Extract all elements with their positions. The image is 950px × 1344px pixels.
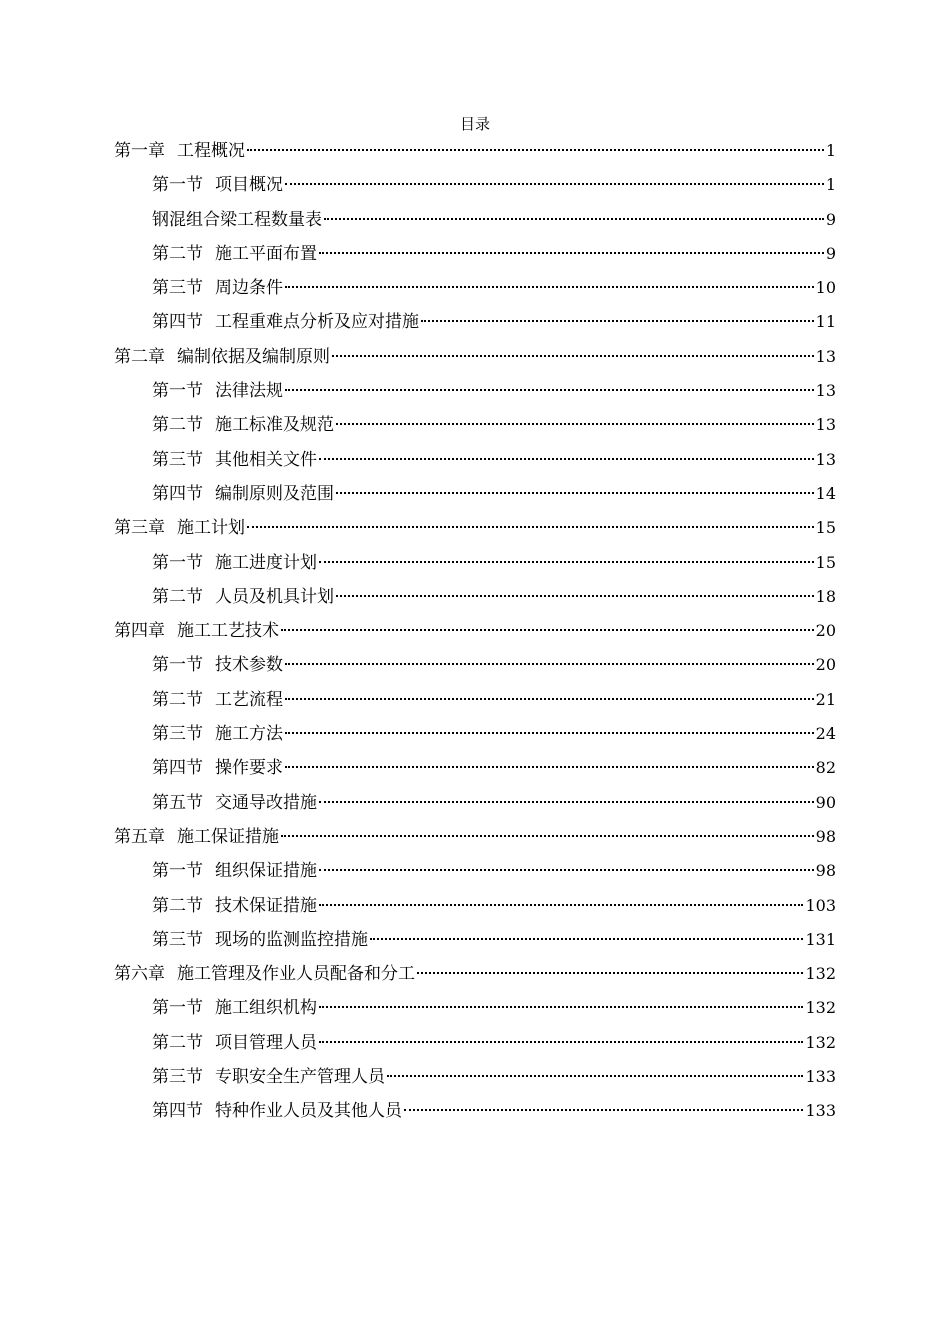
- toc-entry-label: 工艺流程: [215, 689, 283, 710]
- toc-section-entry[interactable]: [114, 926, 836, 960]
- toc-section-entry[interactable]: [114, 377, 836, 411]
- toc-entry-number: 第一节: [152, 655, 203, 676]
- toc-entry-number: 第一节: [152, 552, 203, 573]
- toc-dot-leader: [247, 149, 824, 151]
- toc-entry-label: 操作要求: [215, 758, 283, 779]
- toc-page-number: 15: [815, 518, 836, 538]
- toc-title: 目录: [459, 115, 490, 133]
- toc-dot-leader: [285, 389, 814, 391]
- toc-dot-leader: [281, 629, 814, 631]
- toc-section-entry[interactable]: [114, 274, 836, 308]
- toc-entry-number: 第二节: [152, 895, 203, 916]
- toc-entry-label: 编制依据及编制原则: [177, 346, 330, 367]
- toc-dot-leader: [285, 183, 824, 185]
- toc-dot-leader: [417, 972, 803, 974]
- toc-page-number: 103: [805, 895, 836, 915]
- toc-chapter-entry[interactable]: [114, 960, 836, 994]
- toc-page-number: 9: [825, 243, 836, 263]
- toc-section-entry[interactable]: [114, 446, 836, 480]
- toc-entry-number: 第一节: [152, 175, 203, 196]
- toc-entry-label: 专职安全生产管理人员: [215, 1067, 385, 1088]
- toc-dot-leader: [281, 835, 814, 837]
- toc-entry-number: 第三节: [152, 278, 203, 299]
- toc-dot-leader: [247, 526, 814, 528]
- toc-section-entry[interactable]: [114, 686, 836, 720]
- toc-dot-leader: [319, 252, 824, 254]
- toc-chapter-entry[interactable]: [114, 343, 836, 377]
- toc-dot-leader: [319, 1006, 803, 1008]
- toc-page-number: 82: [815, 758, 836, 778]
- toc-page-number: 132: [805, 964, 836, 984]
- toc-entry-label: 技术参数: [215, 655, 283, 676]
- toc-page-number: 21: [815, 689, 836, 709]
- toc-entry-number: 第一节: [152, 381, 203, 402]
- toc-page-number: 131: [805, 929, 836, 949]
- toc-entry-label: 施工管理及作业人员配备和分工: [177, 964, 415, 985]
- toc-entry-label: 施工方法: [215, 724, 283, 745]
- toc-dot-leader: [404, 1109, 803, 1111]
- toc-page-number: 20: [815, 655, 836, 675]
- toc-dot-leader: [319, 561, 814, 563]
- toc-page-number: 13: [815, 346, 836, 366]
- toc-entry-number: 第二节: [152, 1032, 203, 1053]
- toc-page-number: 11: [815, 312, 836, 332]
- toc-entry-label: 施工保证措施: [177, 826, 279, 847]
- toc-dot-leader: [319, 869, 814, 871]
- toc-entry-label: 组织保证措施: [215, 861, 317, 882]
- toc-entry-number: 第二章: [114, 346, 165, 367]
- toc-entry-number: 第三节: [152, 929, 203, 950]
- toc-page-number: 13: [815, 381, 836, 401]
- toc-page-number: 24: [815, 724, 836, 744]
- toc-page-number: 20: [815, 621, 836, 641]
- toc-dot-leader: [285, 766, 814, 768]
- toc-dot-leader: [370, 938, 803, 940]
- toc-chapter-entry[interactable]: [114, 137, 836, 171]
- toc-entry-number: 第四节: [152, 483, 203, 504]
- toc-dot-leader: [285, 286, 814, 288]
- toc-dot-leader: [336, 595, 814, 597]
- toc-page-number: 9: [825, 209, 836, 229]
- toc-entry-label: 其他相关文件: [215, 449, 317, 470]
- toc-entry-label: 周边条件: [215, 278, 283, 299]
- toc-entry-label: 施工计划: [177, 518, 245, 539]
- toc-entry-label: 特种作业人员及其他人员: [215, 1101, 402, 1122]
- toc-section-entry[interactable]: [114, 1063, 836, 1097]
- toc-page-number: 13: [815, 415, 836, 435]
- toc-dot-leader: [285, 663, 814, 665]
- toc-entry-number: 第一章: [114, 141, 165, 161]
- toc-dot-leader: [387, 1075, 803, 1077]
- toc-entry-label: 施工组织机构: [215, 998, 317, 1019]
- toc-dot-leader: [319, 801, 814, 803]
- toc-section-entry[interactable]: [114, 651, 836, 685]
- toc-entry-number: 第二节: [152, 415, 203, 436]
- toc-entry-label: 编制原则及范围: [215, 483, 334, 504]
- toc-entry-label: 法律法规: [215, 381, 283, 402]
- toc-entry-number: 第三节: [152, 449, 203, 470]
- toc-page-number: 1: [825, 175, 836, 195]
- toc-dot-leader: [336, 492, 814, 494]
- toc-entry-label: 工程概况: [177, 141, 245, 161]
- toc-section-entry[interactable]: [114, 171, 836, 205]
- toc-page-number: 90: [815, 792, 836, 812]
- toc-dot-leader: [332, 355, 814, 357]
- toc-entry-number: 第二节: [152, 689, 203, 710]
- toc-page-number: 13: [815, 449, 836, 469]
- toc-chapter-entry[interactable]: [114, 514, 836, 548]
- toc-entry-number: 第四节: [152, 312, 203, 333]
- toc-page-number: 10: [815, 278, 836, 298]
- toc-section-entry[interactable]: [114, 754, 836, 788]
- toc-dot-leader: [336, 423, 814, 425]
- toc-entry-number: 第一节: [152, 861, 203, 882]
- toc-dot-leader: [319, 1041, 803, 1043]
- toc-section-entry[interactable]: [114, 308, 836, 342]
- toc-entry-number: 第四节: [152, 1101, 203, 1122]
- toc-section-entry[interactable]: [114, 583, 836, 617]
- toc-entry-label: 工程重难点分析及应对措施: [215, 312, 419, 333]
- toc-entry-label: 现场的监测监控措施: [215, 929, 368, 950]
- toc-entry-label: 施工标准及规范: [215, 415, 334, 436]
- toc-list: [114, 137, 836, 1132]
- toc-entry-label: 人员及机具计划: [215, 586, 334, 607]
- toc-chapter-entry[interactable]: [114, 617, 836, 651]
- toc-entry-number: 第一节: [152, 998, 203, 1019]
- toc-dot-leader: [324, 218, 824, 220]
- toc-entry-label: 施工进度计划: [215, 552, 317, 573]
- toc-entry-number: 第六章: [114, 964, 165, 985]
- toc-page-number: 1: [825, 141, 836, 160]
- toc-dot-leader: [421, 320, 814, 322]
- toc-entry-number: 第二节: [152, 586, 203, 607]
- toc-entry-number: 第二节: [152, 243, 203, 264]
- toc-page-number: 132: [805, 1032, 836, 1052]
- toc-entry-number: 第三节: [152, 724, 203, 745]
- toc-section-entry[interactable]: [114, 1097, 836, 1131]
- toc-section-entry[interactable]: [114, 411, 836, 445]
- toc-page-number: 14: [815, 483, 836, 503]
- toc-dot-leader: [319, 458, 814, 460]
- toc-section-entry[interactable]: [114, 240, 836, 274]
- toc-page-number: 15: [815, 552, 836, 572]
- toc-entry-number: 第三章: [114, 518, 165, 539]
- toc-section-entry[interactable]: [114, 549, 836, 583]
- toc-entry-label: 施工工艺技术: [177, 621, 279, 642]
- toc-entry-label: 技术保证措施: [215, 895, 317, 916]
- toc-dot-leader: [285, 732, 814, 734]
- toc-entry-number: 第五章: [114, 826, 165, 847]
- toc-page-number: 132: [805, 998, 836, 1018]
- toc-page-number: 98: [815, 861, 836, 881]
- toc-entry-label: 项目管理人员: [215, 1032, 317, 1053]
- toc-section-entry[interactable]: [114, 994, 836, 1028]
- toc-page-number: 18: [815, 586, 836, 606]
- toc-entry-label: 项目概况: [215, 175, 283, 196]
- toc-entry-label: 交通导改措施: [215, 792, 317, 813]
- toc-section-entry[interactable]: [114, 720, 836, 754]
- toc-section-entry[interactable]: [114, 206, 836, 240]
- toc-section-entry[interactable]: [114, 789, 836, 823]
- toc-section-entry[interactable]: [114, 857, 836, 891]
- toc-section-entry[interactable]: [114, 1029, 836, 1063]
- toc-page-number: 133: [805, 1067, 836, 1087]
- toc-entry-number: 第四章: [114, 621, 165, 642]
- toc-page-number: 98: [815, 826, 836, 846]
- toc-entry-label: 钢混组合梁工程数量表: [152, 209, 322, 230]
- toc-page-number: 133: [805, 1101, 836, 1121]
- toc-dot-leader: [285, 698, 814, 700]
- toc-entry-number: 第四节: [152, 758, 203, 779]
- toc-entry-number: 第三节: [152, 1067, 203, 1088]
- toc-dot-leader: [319, 904, 803, 906]
- toc-section-entry[interactable]: [114, 892, 836, 926]
- toc-chapter-entry[interactable]: [114, 823, 836, 857]
- toc-entry-label: 施工平面布置: [215, 243, 317, 264]
- toc-entry-number: 第五节: [152, 792, 203, 813]
- toc-section-entry[interactable]: [114, 480, 836, 514]
